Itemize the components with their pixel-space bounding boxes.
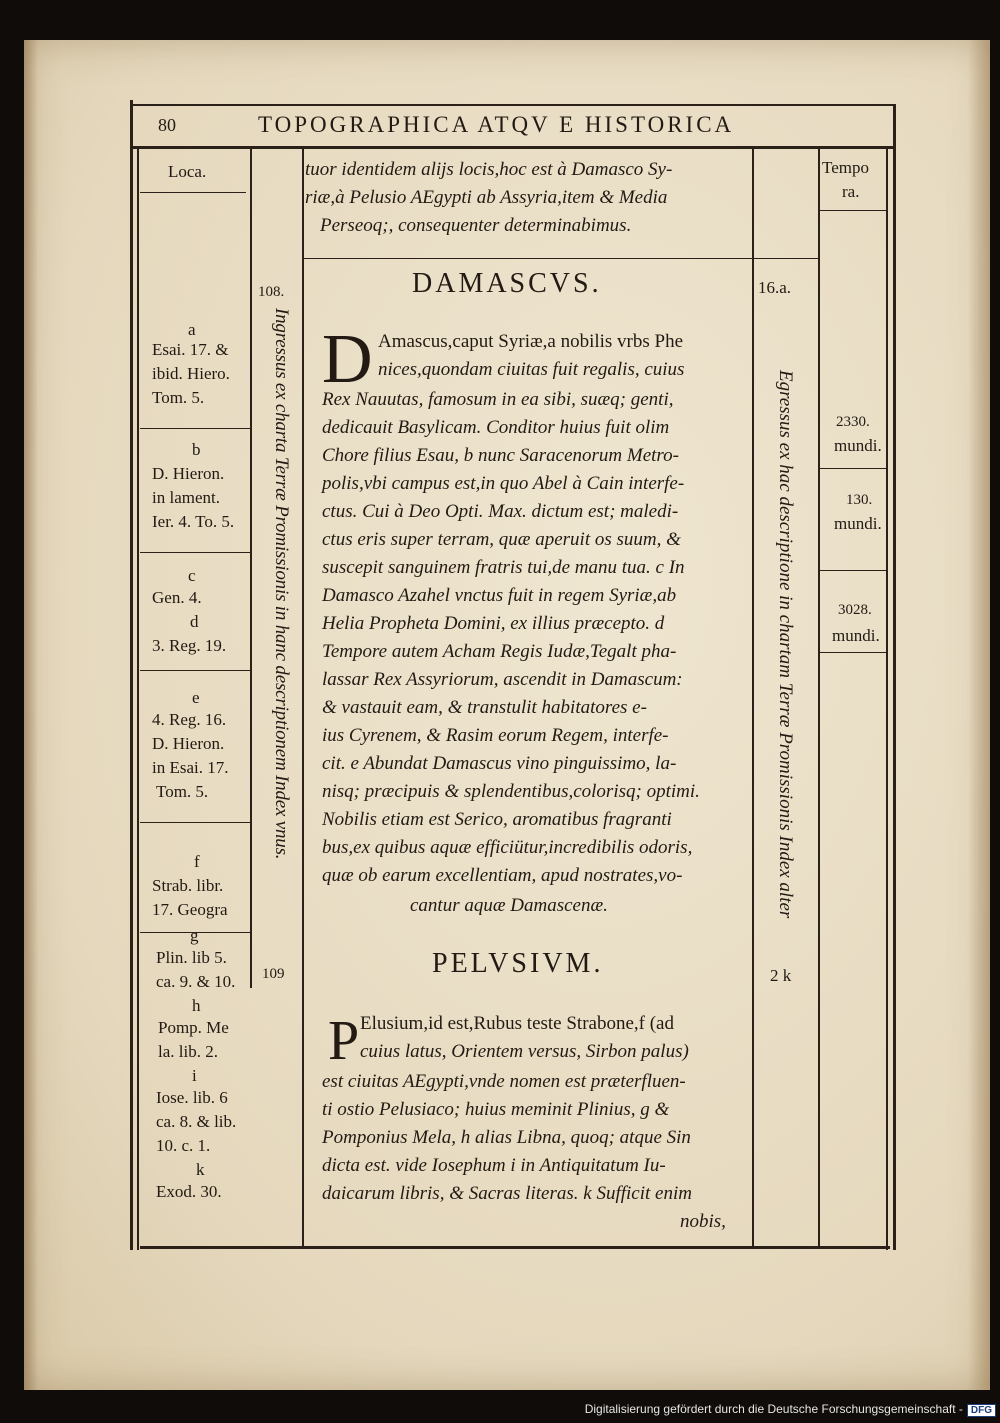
section-title-pelusium: PELVSIVM.: [432, 948, 604, 979]
vertical-index-left: Ingressus ex charta Terræ Promissionis in hanc descriptionem Index vnus.: [271, 308, 292, 860]
body-line: bus,ex quibus aquæ efficiütur,incredibilis odoris,: [322, 837, 693, 858]
left-column-heading: Loca.: [168, 162, 207, 181]
body-line: nobis,: [680, 1211, 726, 1232]
note-line: Pomp. Me: [158, 1018, 229, 1037]
note-line: Ier. 4. To. 5.: [152, 512, 235, 531]
intro-line: riæ,à Pelusio AEgypti ab Assyria,item & Media: [305, 187, 668, 208]
date-note: 130.: [846, 492, 873, 508]
note-line: ibid. Hiero.: [152, 364, 230, 383]
column-rule-left-notes: [250, 148, 252, 988]
body-line: Tempore autem Acham Regis Iudæ,Tegalt pha-: [322, 641, 677, 662]
body-line: est ciuitas AEgypti,vnde nomen est præterfluen-: [322, 1071, 686, 1092]
vertical-index-right: Egressus ex hac descriptione in chartam Terræ Promissionis Index alter: [775, 370, 796, 919]
note-letter: e: [192, 688, 200, 707]
note-line: in lament.: [152, 488, 220, 507]
note-line: in Esai. 17.: [152, 758, 229, 777]
dfg-logo: DFG: [967, 1404, 996, 1417]
note-divider: [140, 552, 250, 553]
running-title: TOPOGRAPHICA ATQV E HISTORICA: [258, 112, 735, 137]
right-column-heading-1: Tempo: [822, 158, 869, 177]
date-divider: [818, 570, 886, 571]
dropcap-p: P: [328, 1010, 360, 1072]
note-line: Gen. 4.: [152, 588, 202, 607]
note-divider: [140, 822, 250, 823]
note-letter: g: [190, 926, 199, 945]
inner-left-number-top: 108.: [258, 284, 285, 300]
note-line: 3. Reg. 19.: [152, 636, 227, 655]
body-line: dicta est. vide Iosephum i in Antiquitatum Iu-: [322, 1155, 666, 1176]
body-line: cit. e Abundat Damascus vino pinguissimo, la-: [322, 753, 677, 774]
note-line: Plin. lib 5.: [156, 948, 227, 967]
body-line: nisq; præcipuis & splendentibus,colorisq; optimi.: [322, 781, 700, 802]
date-divider: [818, 652, 886, 653]
note-line: ca. 8. & lib.: [156, 1112, 237, 1131]
inner-left-number-bottom: 109: [262, 966, 285, 982]
body-line: Helia Propheta Domini, ex illius præcepto. d: [322, 613, 665, 634]
note-line: Esai. 17. &: [152, 340, 229, 359]
frame-left-outer: [130, 100, 133, 1250]
body-line: Pomponius Mela, h alias Libna, quoq; atque Sin: [322, 1127, 691, 1148]
dropcap-d: D: [322, 321, 373, 398]
body-line: Nobilis etiam est Serico, aromatibus fragranti: [322, 809, 672, 830]
column-rule-vertical-index-left: [302, 148, 304, 1248]
footer-text: Digitalisierung gefördert durch die Deutsche Forschungsgemeinschaft -: [584, 1402, 963, 1416]
frame-left-inner: [137, 146, 139, 1250]
body-line: suscepit sanguinem fratris tui,de manu tua. c In: [322, 557, 685, 578]
page-shadow-left: [24, 40, 38, 1390]
note-letter: a: [188, 320, 196, 339]
body-line: polis,vbi campus est,in quo Abel à Cain interfe-: [322, 473, 685, 494]
date-note: 3028.: [838, 602, 872, 618]
body-line: daicarum libris, & Sacras literas. k Sufficit enim: [322, 1183, 692, 1204]
body-line: dedicauit Basylicam. Conditor huius fuit olim: [322, 417, 670, 438]
note-letter: i: [192, 1066, 197, 1085]
frame-right-outer: [893, 104, 896, 1250]
intro-divider: [302, 258, 820, 259]
note-line: 4. Reg. 16.: [152, 710, 227, 729]
body-line: nices,quondam ciuitas fuit regalis, cuius: [378, 359, 685, 380]
intro-line: Perseoq;, consequenter determinabimus.: [320, 215, 632, 236]
header-rule-bottom: [130, 146, 896, 149]
right-head-underline: [820, 210, 886, 211]
column-rule-vertical-index-right: [752, 148, 754, 1248]
right-column-heading-2: ra.: [842, 182, 860, 201]
body-line: & vastauit eam, & transtulit habitatores e-: [322, 697, 647, 718]
note-line: Tom. 5.: [152, 388, 205, 407]
body-line: ctus eris super terram, quæ aperuit os suum, &: [322, 529, 681, 550]
body-line: cantur aquæ Damascenæ.: [410, 895, 608, 916]
digitization-footer: [585, 1402, 996, 1417]
section-title-damascus: DAMASCVS.: [412, 268, 602, 299]
note-line: 10. c. 1.: [156, 1136, 211, 1155]
note-letter: h: [192, 996, 201, 1015]
date-divider: [818, 468, 886, 469]
note-line: Tom. 5.: [156, 782, 209, 801]
frame-right-inner: [886, 146, 888, 1250]
note-line: D. Hieron.: [152, 734, 225, 753]
note-divider: [140, 428, 250, 429]
note-letter: b: [192, 440, 201, 459]
date-note: 2330.: [836, 414, 870, 430]
body-line: Damasco Azahel vnctus fuit in regem Syriæ,ab: [322, 585, 677, 606]
body-line: ctus. Cui à Deo Opti. Max. dictum est; maledi-: [322, 501, 679, 522]
body-line: Amascus,caput Syriæ,a nobilis vrbs Phe: [378, 331, 684, 352]
footer-rule: [140, 1246, 890, 1249]
left-head-underline: [140, 192, 246, 193]
note-letter: c: [188, 566, 196, 585]
inner-right-number-top: 16.a.: [758, 278, 792, 297]
note-line: D. Hieron.: [152, 464, 225, 483]
body-line: ti ostio Pelusiaco; huius meminit Plinius, g &: [322, 1099, 670, 1120]
intro-line: tuor identidem alijs locis,hoc est à Damasco Sy-: [305, 159, 673, 180]
note-line: 17. Geogra: [152, 900, 228, 919]
date-note: mundi.: [832, 626, 880, 645]
note-letter: f: [194, 852, 200, 871]
note-line: Strab. libr.: [152, 876, 224, 895]
body-line: quæ ob earum excellentiam, apud nostrates,vo-: [322, 865, 683, 886]
note-line: Iose. lib. 6: [156, 1088, 228, 1107]
page-number: 80: [158, 115, 176, 135]
note-letter: k: [196, 1160, 205, 1179]
note-divider: [140, 670, 250, 671]
inner-right-number-bottom: 2 k: [770, 966, 792, 985]
body-line: ius Cyrenem, & Rasim eorum Regem, interfe-: [322, 725, 669, 746]
body-line: Chore filius Esau, b nunc Saracenorum Metro-: [322, 445, 679, 466]
body-line: lassar Rex Assyriorum, ascendit in Damascum:: [322, 669, 683, 690]
note-line: Exod. 30.: [156, 1182, 222, 1201]
date-note: mundi.: [834, 436, 882, 455]
body-line: Elusium,id est,Rubus teste Strabone,f (ad: [360, 1013, 674, 1034]
note-line: la. lib. 2.: [158, 1042, 218, 1061]
header-rule-top: [130, 104, 896, 106]
column-rule-right-notes: [818, 148, 820, 1248]
body-line: cuius latus, Orientem versus, Sirbon palus): [360, 1041, 689, 1062]
note-line: ca. 9. & 10.: [156, 972, 236, 991]
note-letter: d: [190, 612, 199, 631]
page-shadow-right: [968, 40, 990, 1390]
body-line: Rex Nauutas, famosum in ea sibi, suæq; genti,: [322, 389, 674, 410]
date-note: mundi.: [834, 514, 882, 533]
